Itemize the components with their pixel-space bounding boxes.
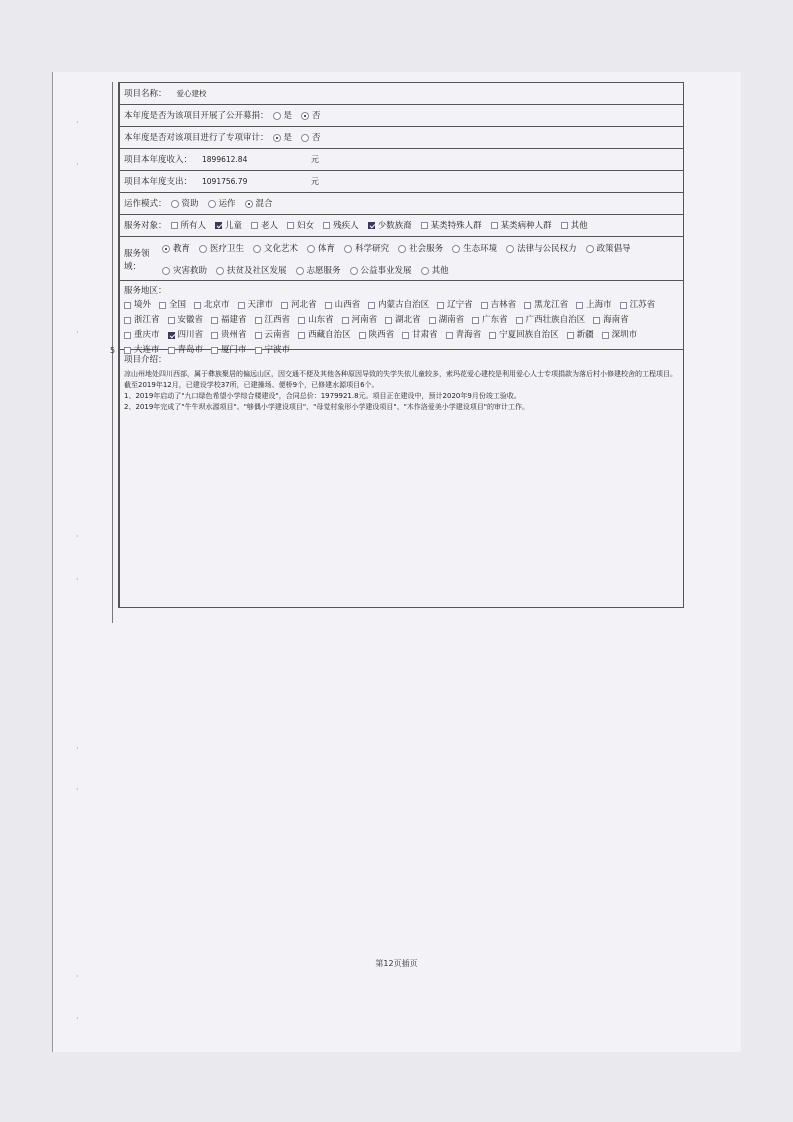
radio-option[interactable] bbox=[162, 264, 207, 278]
checkbox-option[interactable] bbox=[194, 298, 230, 312]
option-label: 天津市 bbox=[247, 300, 274, 310]
radio-icon[interactable] bbox=[452, 245, 460, 253]
checkbox-option[interactable] bbox=[298, 328, 351, 342]
radio-option[interactable] bbox=[162, 242, 190, 256]
checkbox-option[interactable] bbox=[168, 313, 204, 327]
field-row: 服务领域： 教育 医疗卫生 文化艺术 体育 科学研究 社会服务 生态环境 法律与公民权力 政策倡导 灾害救助 扶贫及社区发展 志愿服务 公益事业发展 其他 bbox=[120, 237, 683, 281]
region-options bbox=[124, 298, 679, 357]
radio-option[interactable] bbox=[199, 242, 244, 256]
income-value: 1899612.84 bbox=[202, 154, 248, 164]
checkbox-icon[interactable] bbox=[437, 302, 444, 309]
expense-row: 项目本年度支出： 1091756.79 元 bbox=[120, 171, 683, 193]
checkbox-option[interactable] bbox=[421, 219, 482, 233]
margin-mark: · bbox=[76, 575, 79, 584]
project-name-row: 项目名称： 爱心建校 bbox=[120, 83, 683, 105]
radio-icon[interactable] bbox=[586, 245, 594, 253]
option-label: 四川省 bbox=[177, 330, 204, 340]
radio-icon[interactable] bbox=[208, 200, 216, 208]
radio-option[interactable] bbox=[344, 242, 389, 256]
checkbox-icon[interactable] bbox=[159, 302, 166, 309]
option-label: 广东省 bbox=[482, 315, 508, 325]
checkbox-icon[interactable] bbox=[359, 332, 366, 339]
checkbox-icon[interactable] bbox=[602, 332, 609, 339]
checkbox-option[interactable] bbox=[429, 313, 465, 327]
checkbox-icon[interactable] bbox=[211, 347, 218, 354]
checkbox-icon[interactable] bbox=[238, 302, 245, 309]
option-label: 所有人 bbox=[180, 220, 207, 231]
radio-icon[interactable] bbox=[301, 134, 309, 142]
checkbox-option[interactable] bbox=[281, 298, 317, 312]
margin-mark: · bbox=[76, 118, 79, 127]
radio-icon[interactable] bbox=[296, 267, 304, 275]
checkbox-icon[interactable] bbox=[281, 302, 288, 309]
checkbox-option[interactable] bbox=[159, 298, 186, 312]
checkbox-icon[interactable] bbox=[421, 222, 428, 229]
checkbox-icon[interactable] bbox=[481, 302, 488, 309]
intro-paragraph: 2、2019年完成了"牛牛坝水源项目"、"够偶小学建设项目"、"母觉村象形小学建设项目"、"木作洛爱美小学建设项目"的审计工作。 bbox=[124, 403, 530, 411]
option-label: 宁波市 bbox=[264, 345, 291, 355]
checkbox-icon[interactable] bbox=[576, 302, 583, 309]
option-label: 志愿服务 bbox=[306, 266, 341, 276]
option-label: 儿童 bbox=[225, 220, 243, 231]
radio-icon[interactable] bbox=[301, 112, 309, 120]
checkbox-icon[interactable] bbox=[385, 317, 392, 324]
option-label: 辽宁省 bbox=[447, 300, 473, 310]
checkbox-option[interactable] bbox=[437, 298, 473, 312]
checkbox-icon[interactable] bbox=[368, 302, 375, 309]
option-label: 大连市 bbox=[134, 345, 160, 355]
mode-options bbox=[171, 197, 282, 211]
checkbox-option[interactable] bbox=[524, 298, 568, 312]
option-label: 青岛市 bbox=[177, 345, 204, 355]
radio-icon[interactable] bbox=[307, 245, 315, 253]
option-label: 内蒙古自治区 bbox=[378, 300, 430, 310]
checkbox-option[interactable] bbox=[255, 313, 291, 327]
radio-option[interactable] bbox=[245, 197, 273, 211]
income-unit: 元 bbox=[311, 154, 319, 164]
margin-mark: · bbox=[76, 532, 79, 541]
option-label: 是 bbox=[283, 110, 293, 121]
checkbox-icon[interactable] bbox=[323, 222, 330, 229]
option-label: 否 bbox=[312, 132, 321, 143]
radio-option[interactable] bbox=[253, 242, 298, 256]
checkbox-option[interactable] bbox=[255, 343, 291, 357]
option-label: 少数族裔 bbox=[377, 220, 412, 231]
option-label: 新疆 bbox=[576, 330, 594, 340]
checkbox-icon[interactable] bbox=[251, 222, 258, 229]
checkbox-icon[interactable] bbox=[168, 347, 175, 354]
option-label: 是 bbox=[283, 132, 293, 143]
option-label: 陕西省 bbox=[368, 330, 395, 340]
option-label: 全国 bbox=[169, 300, 187, 310]
checkbox-option[interactable] bbox=[287, 219, 314, 233]
checkbox-option[interactable] bbox=[215, 219, 242, 233]
option-label: 境外 bbox=[134, 300, 152, 310]
checkbox-option[interactable] bbox=[576, 298, 612, 312]
margin-mark: · bbox=[76, 785, 79, 794]
checkbox-option[interactable] bbox=[593, 313, 629, 327]
mode-row: 运作模式： 资助 运作 混合 bbox=[120, 193, 683, 215]
option-label: 混合 bbox=[255, 198, 273, 209]
checkbox-option[interactable] bbox=[516, 313, 586, 327]
fundraising-options bbox=[273, 109, 330, 123]
option-label: 广西壮族自治区 bbox=[525, 315, 586, 325]
checkbox-option[interactable] bbox=[368, 219, 412, 233]
intro-paragraph: 截至2019年12月，已建设学校37所，已建操场、便桥9个，已修建水源项目6个。 bbox=[124, 381, 379, 389]
income-row: 项目本年度收入： 1899612.84 元 bbox=[120, 149, 683, 171]
checkbox-icon[interactable] bbox=[168, 332, 175, 339]
option-label: 生态环境 bbox=[463, 244, 498, 254]
radio-option[interactable] bbox=[296, 264, 341, 278]
radio-icon[interactable] bbox=[216, 267, 224, 275]
option-label: 湖南省 bbox=[438, 315, 465, 325]
target-options bbox=[171, 219, 597, 233]
checkbox-option[interactable] bbox=[368, 298, 429, 312]
checkbox-option[interactable] bbox=[620, 298, 656, 312]
option-label: 宁夏回族自治区 bbox=[499, 330, 559, 340]
audit-options bbox=[273, 131, 330, 145]
radio-option[interactable] bbox=[301, 109, 321, 123]
checkbox-icon[interactable] bbox=[472, 317, 479, 324]
row-number: 5 bbox=[110, 346, 116, 355]
checkbox-option[interactable] bbox=[359, 328, 395, 342]
option-label: 医疗卫生 bbox=[210, 244, 245, 254]
checkbox-icon[interactable] bbox=[516, 317, 523, 324]
intro-paragraph: 1、2019年启动了"九口绿色希望小学综合楼建设"，合同总价：1979921.8元。项目正在建设中，预计2020年9月份竣工验收。 bbox=[124, 392, 521, 400]
option-label: 河北省 bbox=[291, 300, 317, 310]
checkbox-option[interactable] bbox=[342, 313, 378, 327]
radio-icon[interactable] bbox=[171, 200, 179, 208]
option-label: 甘肃省 bbox=[412, 330, 438, 340]
checkbox-option[interactable] bbox=[211, 313, 247, 327]
option-label: 黑龙江省 bbox=[534, 300, 569, 310]
option-label: 深圳市 bbox=[611, 330, 638, 340]
intro-paragraph: 凉山州地处四川西部，属于彝族聚居的偏远山区，因交通不便及其他各种原因导致的失学失依儿童较多，索玛花爱心建校是利用爱心人士专项捐款为落后村小修建校舍的工程项目。 bbox=[124, 370, 677, 378]
option-label: 河南省 bbox=[351, 315, 378, 325]
option-label: 教育 bbox=[173, 244, 191, 254]
radio-icon[interactable] bbox=[273, 134, 281, 142]
checkbox-icon[interactable] bbox=[124, 332, 131, 339]
margin-mark: · bbox=[76, 1014, 79, 1023]
checkbox-option[interactable] bbox=[298, 313, 334, 327]
project-name-value: 爱心建校 bbox=[176, 88, 207, 98]
checkbox-icon[interactable] bbox=[620, 302, 627, 309]
radio-icon[interactable] bbox=[162, 245, 170, 253]
checkbox-icon[interactable] bbox=[287, 222, 294, 229]
checkbox-icon[interactable] bbox=[255, 332, 262, 339]
option-label: 福建省 bbox=[221, 315, 247, 325]
margin-mark: · bbox=[76, 328, 79, 337]
region-row: 服务地区： 境外 全国 北京市 天津市 河北省 山西省 内蒙古自治区 辽宁省 吉林省 黑龙江省 上海市 江苏省 浙江省 安徽省 福建省 江西省 山东省 河南省 湖北省 湖南省 广东省 广西壮族自治区 海南省 重庆市 四川省 贵州省 云南省 西藏自治区 陕西省 甘肃省 青海省 宁夏回族自治区 新疆 深圳市 大连市 青岛市 厦门市 宁波市 bbox=[120, 281, 683, 350]
option-label: 厦门市 bbox=[221, 345, 247, 355]
fundraising-row: 本年度是否为该项目开展了公开募捐： 是 否 bbox=[120, 105, 683, 127]
checkbox-icon[interactable] bbox=[491, 222, 498, 229]
target-row: 服务对象： 所有人 儿童 老人 妇女 残疾人 少数族裔 某类特殊人群 某类病种人群 其他 bbox=[120, 215, 683, 237]
option-label: 西藏自治区 bbox=[308, 330, 351, 340]
checkbox-option[interactable] bbox=[124, 298, 151, 312]
checkbox-option[interactable] bbox=[567, 328, 594, 342]
checkbox-option[interactable] bbox=[211, 328, 247, 342]
checkbox-icon[interactable] bbox=[255, 317, 262, 324]
checkbox-icon[interactable] bbox=[171, 222, 178, 229]
option-label: 老人 bbox=[261, 220, 279, 231]
option-label: 科学研究 bbox=[355, 244, 390, 254]
option-label: 其他 bbox=[570, 220, 588, 231]
option-label: 其他 bbox=[431, 266, 449, 276]
option-label: 某类特殊人群 bbox=[430, 220, 482, 231]
checkbox-option[interactable] bbox=[168, 343, 204, 357]
option-label: 贵州省 bbox=[221, 330, 247, 340]
checkbox-option[interactable] bbox=[255, 328, 291, 342]
option-label: 浙江省 bbox=[134, 315, 160, 325]
checkbox-option[interactable] bbox=[491, 219, 552, 233]
radio-icon[interactable] bbox=[350, 267, 358, 275]
option-label: 法律与公民权力 bbox=[517, 244, 577, 254]
radio-option[interactable] bbox=[421, 264, 449, 278]
checkbox-icon[interactable] bbox=[524, 302, 531, 309]
checkbox-option[interactable] bbox=[402, 328, 438, 342]
radio-option[interactable] bbox=[216, 264, 287, 278]
radio-icon[interactable] bbox=[344, 245, 352, 253]
radio-icon[interactable] bbox=[199, 245, 207, 253]
option-label: 北京市 bbox=[204, 300, 230, 310]
checkbox-icon[interactable] bbox=[402, 332, 409, 339]
checkbox-option[interactable] bbox=[124, 328, 160, 342]
checkbox-icon[interactable] bbox=[489, 332, 496, 339]
radio-option[interactable] bbox=[273, 109, 293, 123]
checkbox-option[interactable] bbox=[251, 219, 278, 233]
radio-icon[interactable] bbox=[506, 245, 514, 253]
option-label: 体育 bbox=[318, 244, 336, 254]
checkbox-option[interactable] bbox=[489, 328, 559, 342]
checkbox-icon[interactable] bbox=[124, 302, 131, 309]
option-label: 吉林省 bbox=[490, 300, 517, 310]
checkbox-option[interactable] bbox=[561, 219, 588, 233]
checkbox-icon[interactable] bbox=[368, 222, 375, 229]
option-label: 江苏省 bbox=[629, 300, 656, 310]
checkbox-icon[interactable] bbox=[168, 317, 175, 324]
checkbox-icon[interactable] bbox=[255, 347, 262, 354]
checkbox-icon[interactable] bbox=[593, 317, 600, 324]
checkbox-option[interactable] bbox=[323, 219, 359, 233]
checkbox-icon[interactable] bbox=[298, 332, 305, 339]
option-label: 江西省 bbox=[264, 315, 291, 325]
margin-mark: · bbox=[76, 972, 79, 981]
checkbox-option[interactable] bbox=[124, 313, 160, 327]
checkbox-icon[interactable] bbox=[211, 332, 218, 339]
radio-option[interactable] bbox=[586, 242, 631, 256]
expense-unit: 元 bbox=[311, 176, 319, 186]
radio-option[interactable] bbox=[452, 242, 497, 256]
project-form bbox=[118, 82, 684, 608]
option-label: 灾害救助 bbox=[173, 266, 208, 276]
radio-icon[interactable] bbox=[253, 245, 261, 253]
radio-option[interactable] bbox=[171, 197, 199, 211]
checkbox-option[interactable] bbox=[171, 219, 207, 233]
radio-icon[interactable] bbox=[162, 267, 170, 275]
checkbox-icon[interactable] bbox=[342, 317, 349, 324]
option-label: 云南省 bbox=[264, 330, 291, 340]
checkbox-option[interactable] bbox=[238, 298, 274, 312]
margin-mark: · bbox=[76, 744, 79, 753]
option-label: 某类病种人群 bbox=[500, 220, 552, 231]
checkbox-icon[interactable] bbox=[567, 332, 574, 339]
option-label: 山东省 bbox=[308, 315, 334, 325]
checkbox-option[interactable] bbox=[602, 328, 638, 342]
radio-option[interactable] bbox=[208, 197, 236, 211]
option-label: 重庆市 bbox=[134, 330, 160, 340]
checkbox-icon[interactable] bbox=[215, 222, 222, 229]
checkbox-option[interactable] bbox=[446, 328, 482, 342]
radio-icon[interactable] bbox=[245, 200, 253, 208]
option-label: 残疾人 bbox=[333, 220, 359, 231]
radio-icon[interactable] bbox=[398, 245, 406, 253]
option-label: 扶贫及社区发展 bbox=[227, 266, 287, 276]
radio-option[interactable] bbox=[301, 131, 321, 145]
page-footer: 第12页插页 bbox=[375, 959, 418, 968]
radio-option[interactable] bbox=[273, 131, 293, 145]
radio-option[interactable] bbox=[398, 242, 443, 256]
option-label: 社会服务 bbox=[409, 244, 444, 254]
radio-option[interactable] bbox=[350, 264, 412, 278]
checkbox-option[interactable] bbox=[472, 313, 508, 327]
option-label: 公益事业发展 bbox=[360, 266, 412, 276]
option-label: 湖北省 bbox=[395, 315, 421, 325]
checkbox-icon[interactable] bbox=[561, 222, 568, 229]
option-label: 山西省 bbox=[334, 300, 361, 310]
checkbox-icon[interactable] bbox=[429, 317, 436, 324]
radio-icon[interactable] bbox=[273, 112, 281, 120]
audit-row: 本年度是否对该项目进行了专项审计： 是 否 bbox=[120, 127, 683, 149]
checkbox-icon[interactable] bbox=[211, 317, 218, 324]
checkbox-option[interactable] bbox=[481, 298, 517, 312]
intro-row: 项目介绍： 凉山州地处四川西部，属于彝族聚居的偏远山区，因交通不便及其他各种原因导致的失学失依儿童较多，索玛花爱心建校是利用爱心人士专项捐款为落后村小修建校舍的工程项目。 截至2019年12月，已建设学校37所，已建操场、便桥9个，已修建水源项目6个。 1、2019年启动了"九口绿色希望小学综合楼建设"，合同总价：1979921.8元。项目正在建设中，预计2020年9月份竣工验收。 2、2019年完成了"牛牛坝水源项目"、"够偶小学建设项目"、"母觉村象形小学建设项目"、"木作洛爱美小学建设项目"的审计工作。 bbox=[124, 355, 677, 411]
checkbox-option[interactable] bbox=[325, 298, 361, 312]
option-label: 妇女 bbox=[297, 220, 315, 231]
radio-option[interactable] bbox=[307, 242, 335, 256]
option-label: 否 bbox=[312, 110, 321, 121]
checkbox-icon[interactable] bbox=[194, 302, 201, 309]
checkbox-option[interactable] bbox=[211, 343, 247, 357]
option-label: 运作 bbox=[218, 198, 236, 209]
expense-value: 1091756.79 bbox=[202, 176, 248, 186]
option-label: 资助 bbox=[181, 198, 199, 209]
field-options bbox=[162, 242, 679, 277]
option-label: 海南省 bbox=[603, 315, 629, 325]
option-label: 安徽省 bbox=[177, 315, 204, 325]
radio-option[interactable] bbox=[506, 242, 577, 256]
radio-icon[interactable] bbox=[421, 267, 429, 275]
checkbox-icon[interactable] bbox=[298, 317, 305, 324]
checkbox-icon[interactable] bbox=[124, 317, 131, 324]
option-label: 文化艺术 bbox=[264, 244, 299, 254]
checkbox-icon[interactable] bbox=[325, 302, 332, 309]
checkbox-option[interactable] bbox=[168, 328, 204, 342]
checkbox-icon[interactable] bbox=[446, 332, 453, 339]
option-label: 青海省 bbox=[455, 330, 482, 340]
option-label: 上海市 bbox=[586, 300, 612, 310]
margin-mark: · bbox=[76, 160, 79, 169]
checkbox-option[interactable] bbox=[385, 313, 421, 327]
option-label: 政策倡导 bbox=[596, 244, 631, 254]
